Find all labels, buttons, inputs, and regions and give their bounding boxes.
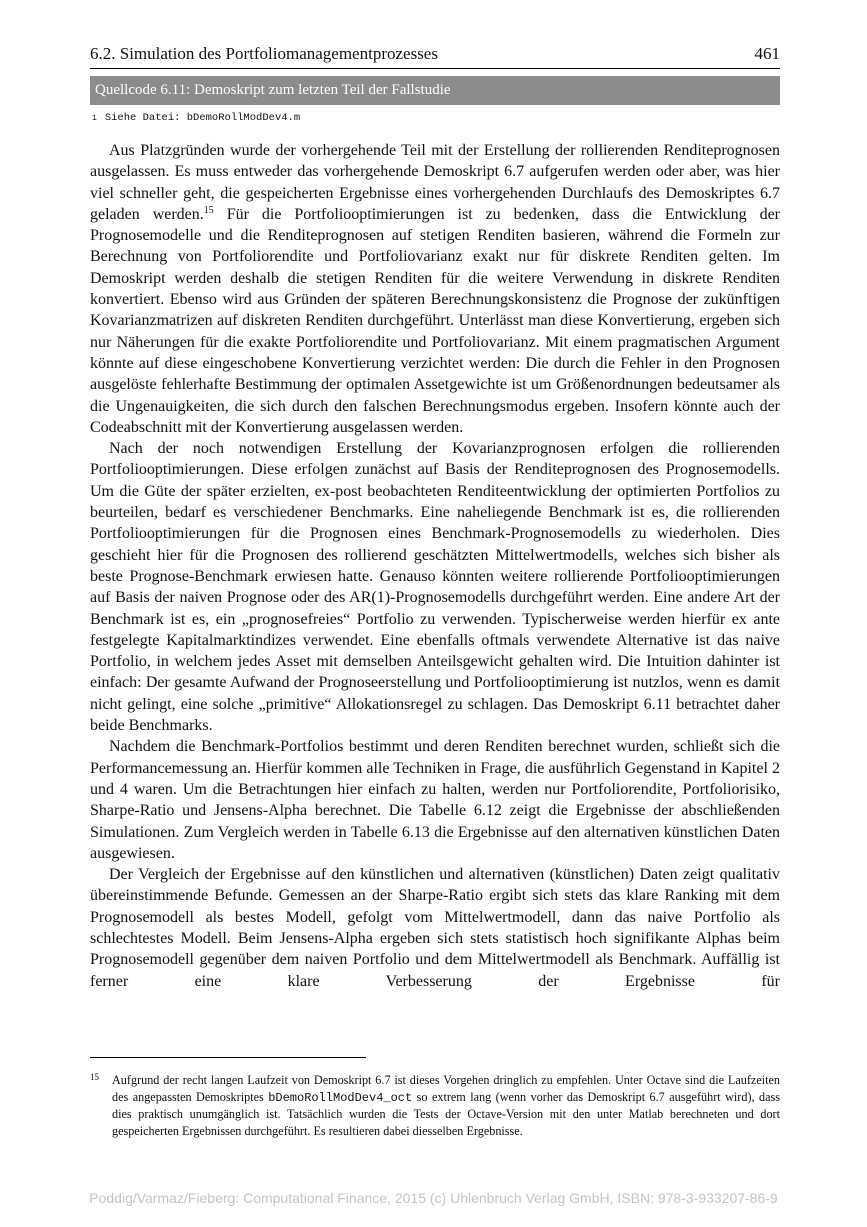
paragraph: Nachdem die Benchmark-Portfolios bestimmt und deren Renditen berechnet wurden, schließt sich die Performancemessung an. Hierfür kommen alle Techniken in Frage, die ausführlich Gegenstand in Kapitel 2 und 4 waren. Um die Betrachtungen hier einfach zu halten, werden nur Portfoliorendite, Portfoliorisiko, Sharpe-Ratio und Jensens-Alpha berechnet. Die Tabelle 6.12 zeigt die Ergebnisse der abschließenden Simulationen. Zum Vergleich werden in Tabelle 6.13 die Ergebnisse auf den alternativen künstlichen Daten ausgewiesen.: [90, 738, 780, 862]
paragraph: Aus Platzgründen wurde der vorhergehende Teil mit der Erstellung der rollierenden Renditeprognosen ausgelassen. Es muss entweder das vorhergehende Demoskript 6.7 aufgerufen werden oder aber, was hier viel schneller geht, die gespeicherten Ergebnisse eines vorhergehenden Durchlaufs des Demoskriptes 6.7 geladen werden.$^{15}$ Für die Portfoliooptimierungen ist zu bedenken, dass die Entwicklung der Prognosemodelle und die Renditeprognosen auf stetigen Renditen basieren, während die Formeln zur Berechnung von Portfoliorendite und Portfoliovarianz exakt nur für diskrete Renditen gelten. Im Demoskript werden deshalb die stetigen Renditen für die weitere Verwendung in diskrete Renditen konvertiert. Ebenso wird aus Gründen der späteren Berechnungskonsistenz die Prognose der zukünftigen Kovarianzmatrizen auf diskreten Renditen durchgeführt. Unterlässt man diese Konvertierung, ergeben sich nur Näherungen für die exakte Portfoliorendite und Portfoliovarianz. Mit einem pragmatischen Argument könnte auf diese eingeschobene Konvertierung verzichtet werden: Die durch die Fehler in den Prognosen ausgelöste fehlerhafte Bestimmung der optimalen Assetgewichte ist um Größenordnungen bedeutsamer als die Ungenauigkeiten, die sich durch den falschen Berechnungsmodus ergeben. Insofern könnte auch der Codeabschnitt mit der Konvertierung ausgelassen werden.: [90, 142, 780, 436]
body-text: [90, 140, 780, 992]
code-line: [90, 112, 300, 124]
section-title: 6.2. Simulation des Portfoliomanagementprozesses: [90, 44, 438, 63]
page-number: 461: [754, 44, 780, 63]
footnote-text: Aufgrund der recht langen Laufzeit von Demoskript 6.7 ist dieses Vorgehen dringlich zu empfehlen. Unter Octave sind die Laufzeiten des angepassten Demoskriptes bDemoRollModDev4_oct so extrem lang (wenn vorher das Demoskript 6.7 ausgeführt wird), dass dies praktisch unumgänglich ist. Tatsächlich wurden die Tests der Octave-Version mit den unter Matlab berechneten und dort gespeicherten Ergebnissen durchgeführt. Es resultieren dabei diesselben Ergebnisse.: [112, 1073, 780, 1138]
code-line-number: 1: [92, 114, 97, 123]
code-listing-caption: Quellcode 6.11: Demoskript zum letzten Teil der Fallstudie: [90, 76, 780, 105]
footnote-code: bDemoRollModDev4_oct: [268, 1090, 413, 1105]
footnote-reference[interactable]: 15: [203, 204, 214, 216]
code-line-text: Siehe Datei: bDemoRollModDev4.m: [104, 112, 301, 124]
paragraph: Der Vergleich der Ergebnisse auf den künstlichen und alternativen (künstlichen) Daten zeigt qualitativ übereinstimmende Befunde. Gemessen an der Sharpe-Ratio ergibt sich stets das klare Ranking mit dem Prognosemodell als bestes Modell, gefolgt vom Mittelwertmodell, dann das naive Portfolio als schlechtestes Modell. Beim Jensens-Alpha ergeben sich stets statistisch hoch signifikante Alphas beim Prognosemodell gegenüber dem naiven Portfolio und dem Mittelwertmodell als Benchmark. Auffällig ist ferner eine klare Verbesserung der Ergebnisse für: [90, 866, 780, 990]
footnote-rule: [90, 1057, 366, 1058]
paragraph: Nach der noch notwendigen Erstellung der Kovarianzprognosen erfolgen die rollierenden Portfoliooptimierungen. Diese erfolgen zunächst auf Basis der Renditeprognosen des Prognosemodells. Um die Güte der später erzielten, ex-post beobachteten Renditeentwicklung der optimierten Portfolios zu beurteilen, bedarf es verschiedener Benchmarks. Eine naheliegende Benchmark ist es, die rollierenden Portfoliooptimierungen für die Prognosen eines Benchmark-Prognosemodells zu wiederholen. Dies geschieht hier für die Prognosen des rollierend geschätzten Mittelwertmodells, welches sich bisher als beste Prognose-Benchmark erwiesen hatte. Genauso könnten weitere rollierende Portfoliooptimierungen auf Basis der naiven Prognose oder des AR(1)-Prognosemodells durchgeführt werden. Eine andere Art der Benchmark ist es, ein „prognosefreies“ Portfolio zu verwenden. Typischerweise werden hierfür ex ante festgelegte Kapitalmarktindizes verwendet. Eine ebenfalls oftmals verwendete Alternative ist das naive Portfolio, in welchem jedes Asset mit demselben Anteilsgewicht gehalten wird. Die Intuition dahinter ist einfach: Der gesamte Aufwand der Prognoseerstellung und Portfoliooptimierung ist nutzlos, wenn es damit nicht gelingt, eine solche „primitive“ Allokationsregel zu schlagen. Das Demoskript 6.11 betrachtet daher beide Benchmarks.: [90, 440, 780, 735]
footnote-number: 15: [90, 1072, 99, 1082]
copyright-watermark: Poddig/Varmaz/Fieberg: Computational Finance, 2015 (c) Uhlenbruch Verlag GmbH, ISBN: 978-3-933207-86-9: [89, 1190, 778, 1206]
header-rule: [90, 68, 780, 69]
running-header: [90, 44, 780, 66]
footnote: [90, 1072, 780, 1139]
